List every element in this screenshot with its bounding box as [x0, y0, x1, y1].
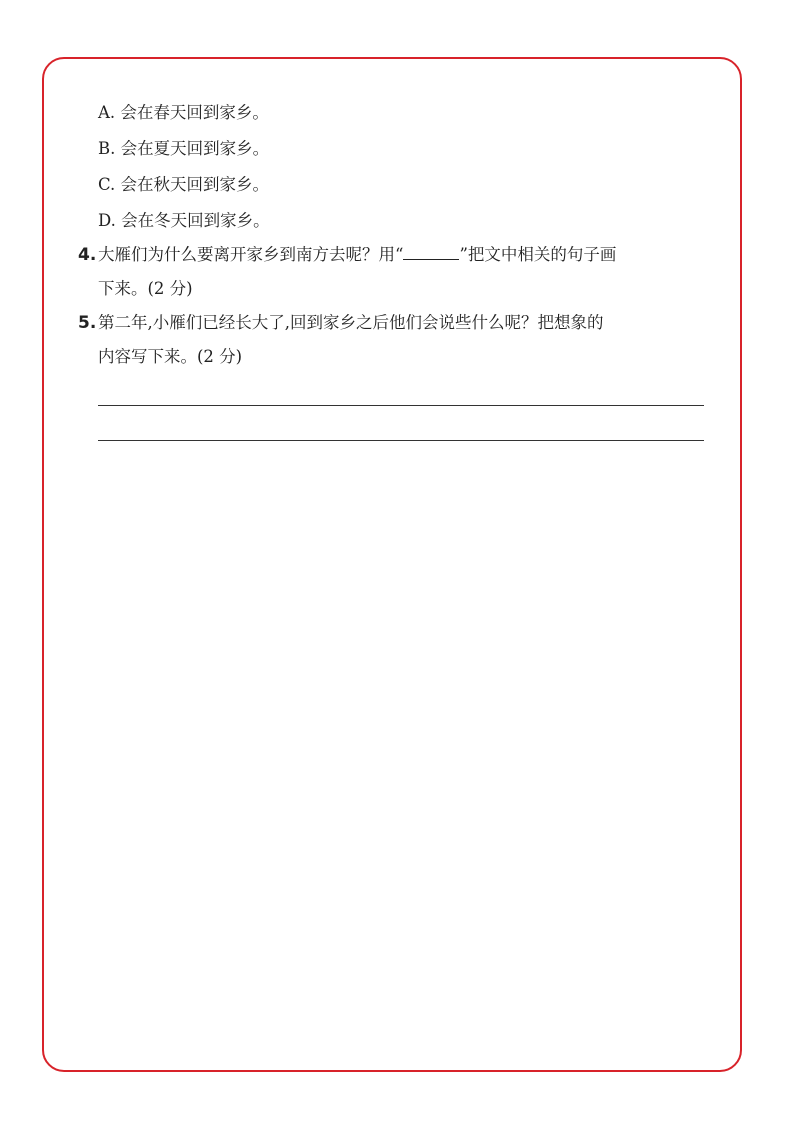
option-b-text: 会在夏天回到家乡。 — [120, 139, 270, 158]
answer-line-1[interactable] — [98, 405, 704, 406]
option-c-text: 会在秋天回到家乡。 — [120, 175, 270, 194]
option-b-label: B. — [98, 139, 116, 158]
question-4-line-1 — [78, 238, 718, 272]
question-5-text-line-1: 第二年,小雁们已经长大了,回到家乡之后他们会说些什么呢？把想象的 — [98, 313, 604, 332]
question-5-line-1 — [78, 306, 718, 340]
option-c — [98, 168, 269, 202]
question-4-line-2: 下来。(2 分) — [98, 279, 193, 298]
question-5-number: 5. — [78, 313, 97, 333]
option-c-label: C. — [98, 175, 116, 194]
option-d-label: D. — [98, 211, 116, 230]
question-4 — [78, 238, 718, 306]
question-4-text-before-blank: 大雁们为什么要离开家乡到南方去呢？用“ — [98, 245, 404, 264]
question-4-number: 4. — [78, 245, 97, 265]
answer-line-2[interactable] — [98, 440, 704, 441]
underline-blank — [403, 245, 459, 260]
option-a-text: 会在春天回到家乡。 — [120, 103, 269, 122]
option-a-label: A. — [98, 103, 116, 122]
option-d-text: 会在冬天回到家乡。 — [121, 211, 270, 230]
question-4-text-after-blank: ”把文中相关的句子画 — [459, 245, 617, 264]
option-b — [98, 132, 269, 166]
option-a — [98, 96, 269, 130]
question-5-line-2: 内容写下来。(2 分) — [98, 347, 243, 366]
option-d — [98, 204, 270, 238]
question-5 — [78, 306, 718, 374]
